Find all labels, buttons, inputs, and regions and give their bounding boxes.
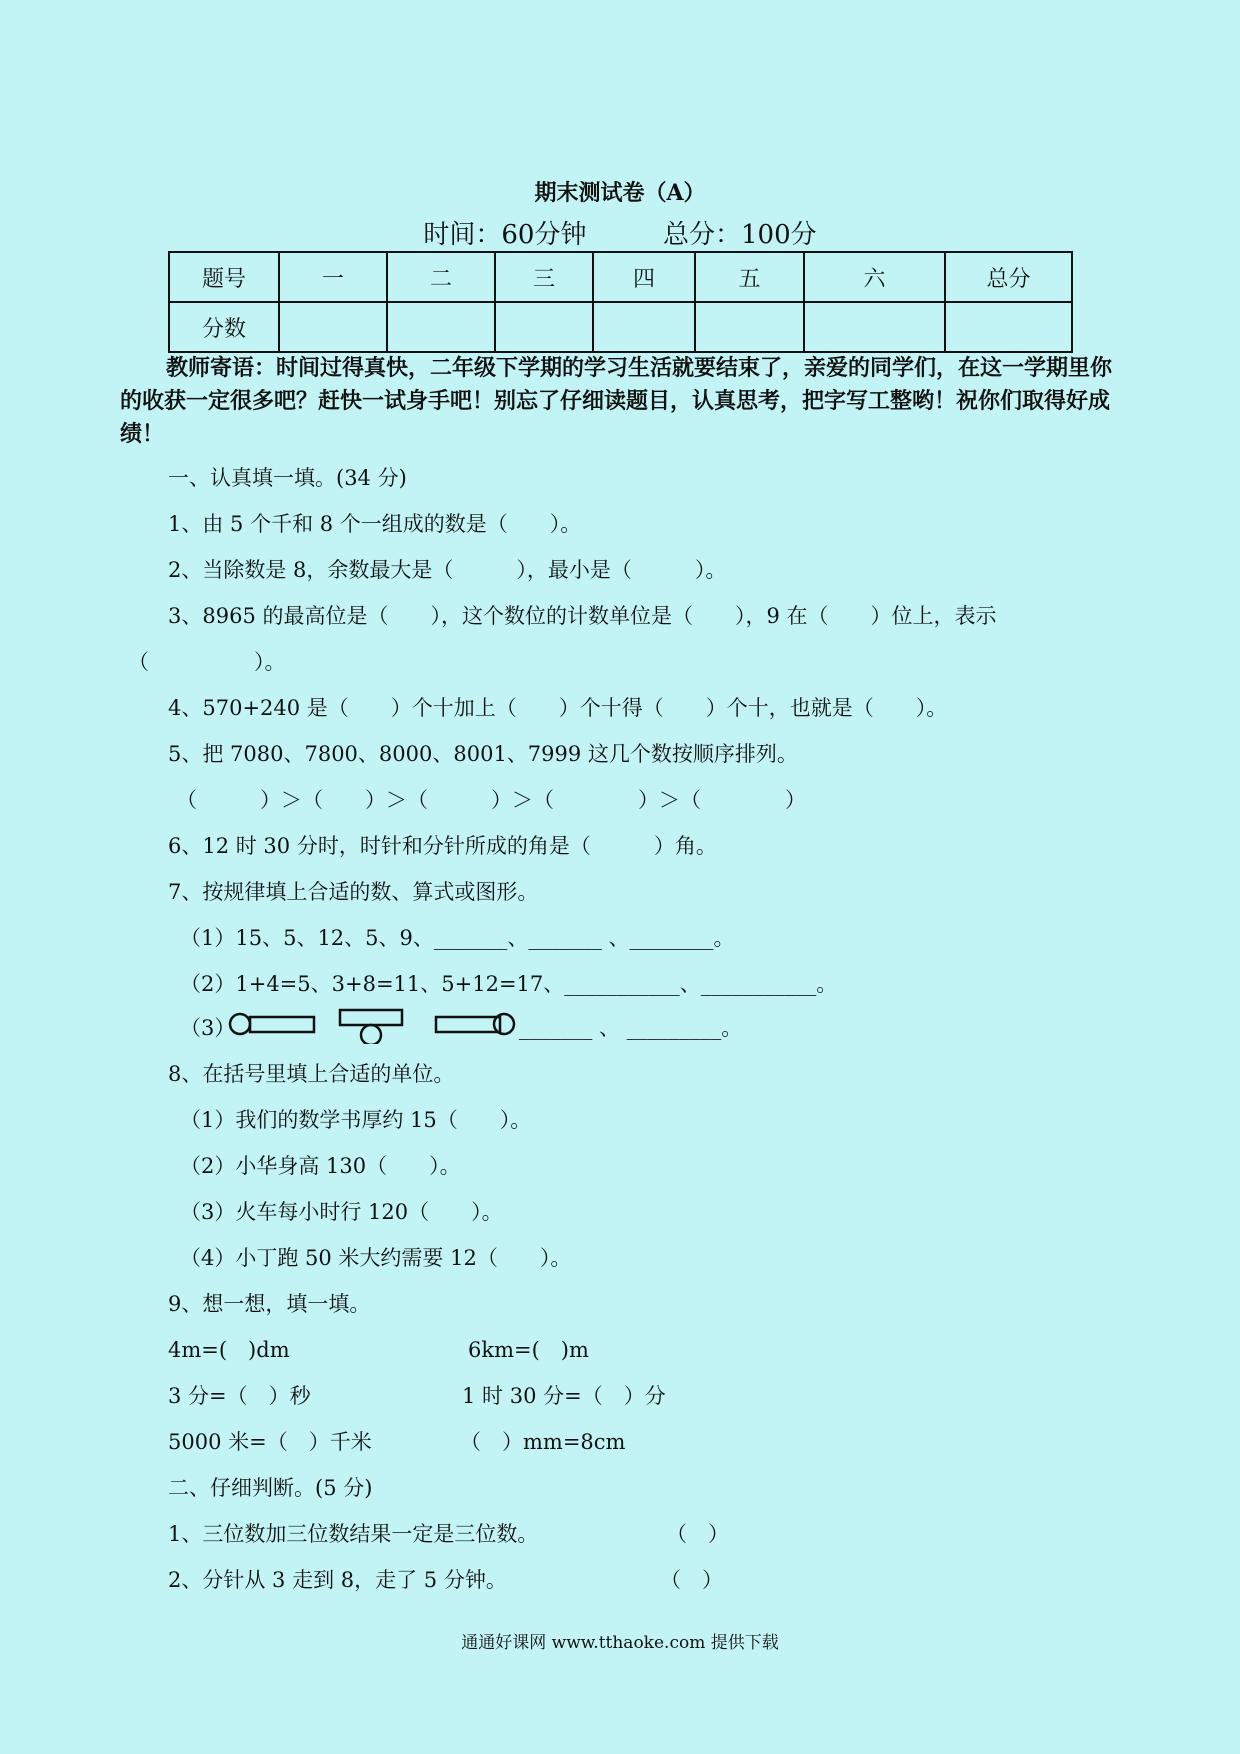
conversion-2b: 1 时 30 分=（ ）分: [462, 1384, 666, 1408]
question-9: 9、想一想，填一填。: [168, 1292, 371, 1316]
question-7-2: （2）1+4=5、3+8=11、5+12=17、___________、___________。: [180, 972, 838, 996]
conversion-3b: （ ）mm=8cm: [460, 1430, 626, 1454]
question-3: 3、8965 的最高位是（ ），这个数位的计数单位是（ ），9 在（ ）位上，表示: [168, 604, 997, 628]
score-header-cell: 六: [804, 252, 945, 302]
question-3-cont: （ ）。: [128, 650, 286, 674]
conversion-3a: 5000 米=（ ）千米: [168, 1430, 372, 1454]
score-header-cell: 三: [495, 252, 593, 302]
judge-1: 1、三位数加三位数结果一定是三位数。: [168, 1522, 539, 1546]
pattern-rect-2: [340, 1010, 402, 1025]
footer-credit: 通通好课网 www.tthaoke.com 提供下载: [461, 1633, 779, 1653]
pattern-circle-2: [361, 1025, 381, 1044]
score-cell[interactable]: [945, 302, 1072, 352]
question-4: 4、570+240 是（ ）个十加上（ ）个十得（ ）个十，也就是（ ）。: [168, 696, 948, 720]
exam-subtitle: [0, 214, 1240, 251]
section-2-heading: 二、仔细判断。(5 分): [168, 1476, 373, 1500]
score-cell[interactable]: [495, 302, 593, 352]
question-8-4: （4）小丁跑 50 米大约需要 12（ ）。: [180, 1246, 572, 1270]
score-table: [168, 251, 1073, 353]
question-8-1: （1）我们的数学书厚约 15（ ）。: [180, 1108, 532, 1132]
pattern-circle-3: [494, 1014, 514, 1034]
score-header-cell: 题号: [169, 252, 279, 302]
judge-1-mark[interactable]: （ ）: [666, 1522, 729, 1546]
teacher-message: [120, 352, 1120, 451]
pattern-rect-3: [436, 1017, 500, 1032]
question-7-3: （3） _______ 、 _________。: [180, 1016, 743, 1040]
pattern-circle-1: [230, 1014, 250, 1034]
score-header-cell: 四: [593, 252, 695, 302]
score-cell[interactable]: [279, 302, 387, 352]
score-header-row: [169, 252, 1072, 302]
section-1-heading: 一、认真填一填。(34 分): [168, 466, 407, 490]
score-cell[interactable]: [695, 302, 804, 352]
score-cell[interactable]: [387, 302, 495, 352]
conversion-2a: 3 分=（ ）秒: [168, 1384, 311, 1408]
question-2: 2、当除数是 8，余数最大是（ ），最小是（ ）。: [168, 558, 727, 582]
question-5-blanks: （ ）＞（ ）＞（ ）＞（ ）＞（ ）: [176, 788, 806, 812]
pattern-shapes: [222, 1008, 522, 1044]
score-header-cell: 二: [387, 252, 495, 302]
score-header-cell: 总分: [945, 252, 1072, 302]
question-7: 7、按规律填上合适的数、算式或图形。: [168, 880, 539, 904]
page-title: 期末测试卷（A）: [534, 180, 706, 206]
conversion-1b: 6km=( )m: [468, 1338, 589, 1362]
question-7-1: （1）15、5、12、5、9、_______、_______ 、________。: [180, 926, 735, 950]
question-1: 1、由 5 个千和 8 个一组成的数是（ ）。: [168, 512, 582, 536]
score-row-label: 分数: [169, 302, 279, 352]
pattern-rect-1: [250, 1017, 314, 1032]
judge-2: 2、分针从 3 走到 8，走了 5 分钟。: [168, 1568, 507, 1592]
score-cell[interactable]: [804, 302, 945, 352]
time-label: 时间：60分钟: [423, 220, 587, 250]
question-8: 8、在括号里填上合适的单位。: [168, 1062, 455, 1086]
teacher-message-text: 教师寄语：时间过得真快，二年级下学期的学习生活就要结束了，亲爱的同学们，在这一学期里你的收获一定很多吧？赶快一试身手吧！别忘了仔细读题目，认真思考，把字写工整哟！祝你们取得好成绩！: [120, 356, 1113, 447]
score-cell[interactable]: [593, 302, 695, 352]
score-header-cell: 一: [279, 252, 387, 302]
question-6: 6、12 时 30 分时，时针和分针所成的角是（ ）角。: [168, 834, 717, 858]
question-5: 5、把 7080、7800、8000、8001、7999 这几个数按顺序排列。: [168, 742, 798, 766]
question-8-3: （3）火车每小时行 120（ ）。: [180, 1200, 503, 1224]
total-label: 总分：100分: [662, 220, 817, 250]
conversion-1a: 4m=( )dm: [168, 1338, 290, 1362]
score-value-row: [169, 302, 1072, 352]
question-8-2: （2）小华身高 130（ ）。: [180, 1154, 461, 1178]
score-header-cell: 五: [695, 252, 804, 302]
judge-2-mark[interactable]: （ ）: [660, 1568, 723, 1592]
